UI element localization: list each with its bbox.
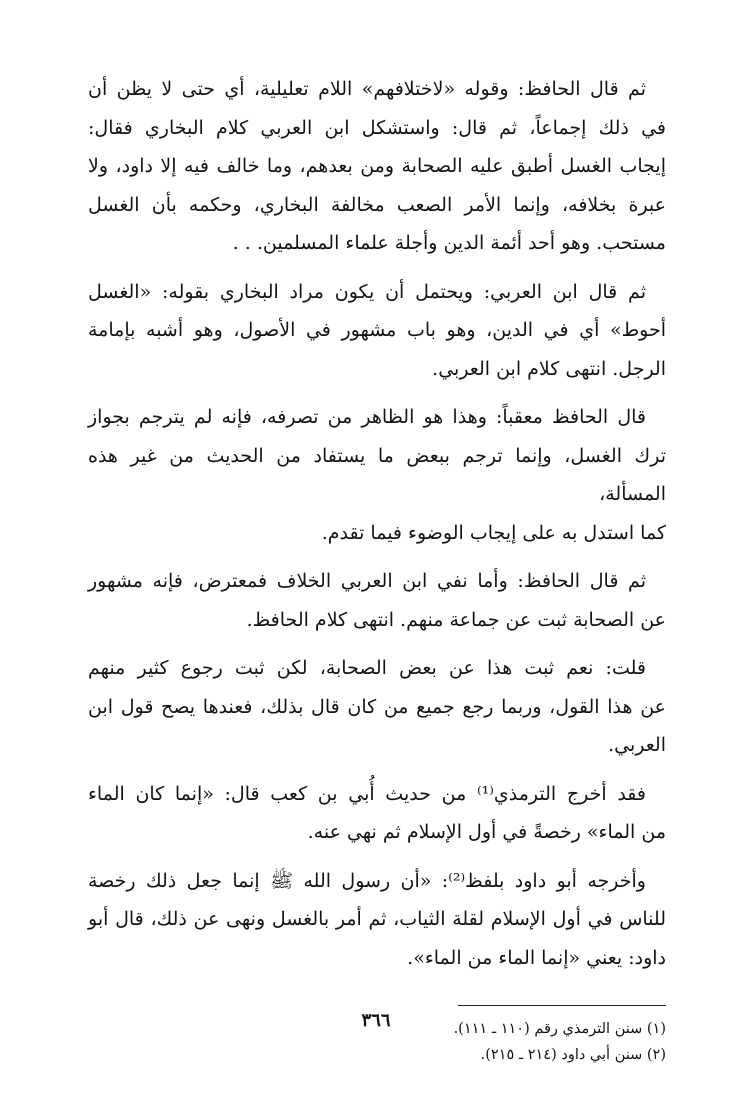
text-line: مستحب. وهو أحد أئمة الدين وأجلة علماء المسلمين. . .	[232, 232, 666, 254]
text-line: العربي.	[608, 734, 666, 756]
text-line: للناس في أول الإسلام لقلة الثياب، ثم أمر بالغسل ونهى عن ذلك، قال أبو	[88, 908, 666, 930]
footnote-divider	[458, 1005, 666, 1006]
paragraph-7	[88, 862, 666, 978]
text-line: في ذلك إجماعاً، ثم قال: واستشكل ابن العربي كلام البخاري فقال:	[88, 116, 666, 139]
text-line: ثم قال الحافظ: وأما نفي ابن العربي الخلاف فمعترض، فإنه مشهور	[88, 570, 646, 592]
text-line: فقد أخرج الترمذي⁽¹⁾ من حديث أُبي بن كعب قال: «إنما كان الماء	[88, 782, 646, 805]
text-line: الرجل. انتهى كلام ابن العربي.	[432, 357, 666, 380]
paragraph-1	[88, 70, 666, 263]
paragraph-3	[88, 398, 666, 552]
footnote-1: (١) سنن الترمذي رقم (١١٠ ـ ١١١).	[453, 1021, 666, 1037]
text-line: قلت: نعم ثبت هذا عن بعض الصحابة، لكن ثبت رجوع كثير منهم	[88, 657, 646, 679]
paragraph-5	[88, 649, 666, 765]
paragraph-2	[88, 273, 666, 389]
text-line: كما استدل به على إيجاب الوضوء فيما تقدم.	[321, 521, 666, 544]
text-line: قال الحافظ معقباً: وهذا هو الظاهر من تصرفه، فإنه لم يترجم بجواز	[88, 406, 646, 428]
page-number: ٣٦٦	[361, 1010, 391, 1031]
text-line: وأخرجه أبو داود بلفظ⁽²⁾: «أن رسول الله ﷺ إنما جعل ذلك رخصة	[88, 869, 646, 892]
text-line: ثم قال ابن العربي: ويحتمل أن يكون مراد البخاري بقوله: «الغسل	[88, 280, 646, 303]
text-line: عن الصحابة ثبت عن جماعة منهم. انتهى كلام الحافظ.	[246, 608, 666, 631]
text-line: ثم قال الحافظ: وقوله «لاختلافهم» اللام تعليلية، أي حتى لا يظن أن	[88, 78, 646, 100]
text-line: إيجاب الغسل أطبق عليه الصحابة ومن بعدهم، وما خالف فيه إلا داود، ولا	[88, 155, 666, 177]
text-line: عبرة بخلافه، وإنما الأمر الصعب مخالفة البخاري، وحكمه بأن الغسل	[88, 193, 666, 216]
text-line: من الماء» رخصةً في أول الإسلام ثم نهي عنه.	[307, 821, 666, 843]
text-line: داود: يعني «إنما الماء من الماء».	[407, 946, 666, 969]
text-line: أحوط» أي في الدين، وهو باب مشهور في الأصول، وهو أشبه بإمامة	[88, 319, 666, 341]
footnote-2: (٢) سنن أبي داود (٢١٤ ـ ٢١٥).	[480, 1047, 666, 1063]
paragraph-4	[88, 562, 666, 639]
text-line: ترك الغسل، وإنما ترجم ببعض ما يستفاد من الحديث من غير هذه المسألة،	[88, 444, 666, 505]
paragraph-6	[88, 775, 666, 852]
text-line: عن هذا القول، وربما رجع جميع من كان قال بذلك، فعندها يصح قول ابن	[88, 695, 666, 718]
